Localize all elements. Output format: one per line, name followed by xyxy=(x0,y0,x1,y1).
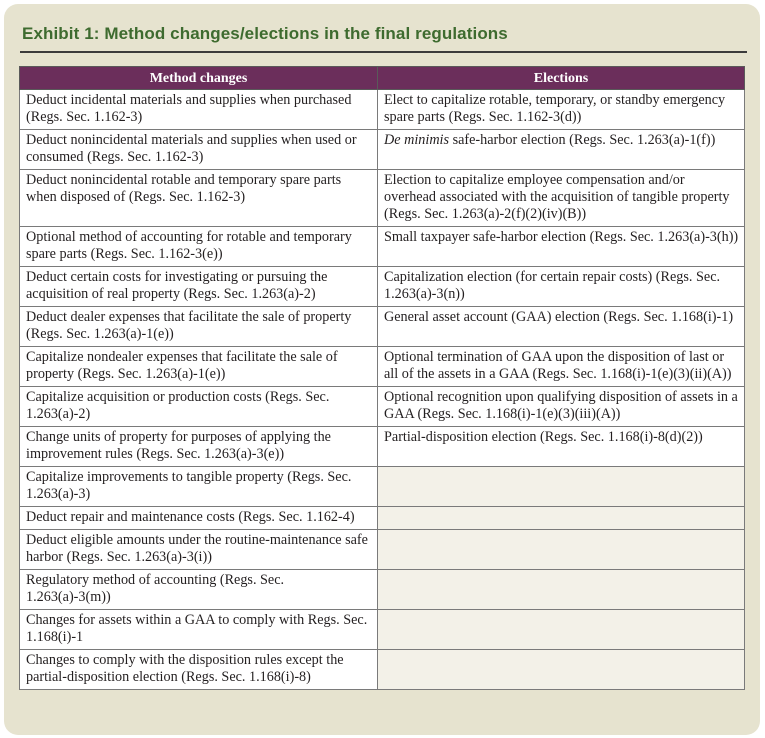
table-row xyxy=(20,570,745,610)
election-cell: Small taxpayer safe-harbor election (Regs. Sec. 1.263(a)-3(h)) xyxy=(378,227,745,267)
method-cell: Regulatory method of accounting (Regs. Sec. 1.263(a)-3(m)) xyxy=(20,570,378,610)
election-cell: Partial-disposition election (Regs. Sec. 1.168(i)-8(d)(2)) xyxy=(378,427,745,467)
election-cell-empty xyxy=(378,467,745,507)
exhibit-title: Exhibit 1: Method changes/elections in the final regulations xyxy=(22,24,508,43)
table-row xyxy=(20,387,745,427)
table-row xyxy=(20,467,745,507)
method-cell: Change units of property for purposes of applying the improvement rules (Regs. Sec. 1.263(a)-3(e)) xyxy=(20,427,378,467)
election-cell: Elect to capitalize rotable, temporary, or standby emergency spare parts (Regs. Sec. 1.162-3(d)) xyxy=(378,90,745,130)
election-cell-empty xyxy=(378,507,745,530)
table-row xyxy=(20,170,745,227)
method-cell: Deduct dealer expenses that facilitate the sale of property (Regs. Sec. 1.263(a)-1(e)) xyxy=(20,307,378,347)
election-italic-text: De minimis xyxy=(384,132,450,148)
title-divider xyxy=(20,51,747,53)
election-cell-empty xyxy=(378,650,745,690)
method-cell: Deduct nonincidental rotable and temporary spare parts when disposed of (Regs. Sec. 1.162-3) xyxy=(20,170,378,227)
method-cell: Deduct incidental materials and supplies when purchased (Regs. Sec. 1.162-3) xyxy=(20,90,378,130)
method-changes-table xyxy=(19,66,745,690)
method-cell: Optional method of accounting for rotable and temporary spare parts (Regs. Sec. 1.162-3(e)) xyxy=(20,227,378,267)
election-cell-empty xyxy=(378,610,745,650)
election-cell xyxy=(378,130,745,170)
election-cell: Optional termination of GAA upon the disposition of last or all of the assets in a GAA (Regs. Sec. 1.168(i)-1(e)(3)(ii)(A)) xyxy=(378,347,745,387)
table-row xyxy=(20,427,745,467)
column-header-method-changes: Method changes xyxy=(20,67,378,90)
election-cell: Election to capitalize employee compensation and/or overhead associated with the acquisition of tangible property (Regs. Sec. 1.263(a)-2(f)(2)(iv)(B)) xyxy=(378,170,745,227)
table-row xyxy=(20,307,745,347)
election-cell: Capitalization election (for certain repair costs) (Regs. Sec. 1.263(a)-3(n)) xyxy=(378,267,745,307)
column-header-elections: Elections xyxy=(378,67,745,90)
method-cell: Capitalize improvements to tangible property (Regs. Sec. 1.263(a)-3) xyxy=(20,467,378,507)
table-row xyxy=(20,267,745,307)
election-cell-empty xyxy=(378,530,745,570)
method-cell: Capitalize nondealer expenses that facilitate the sale of property (Regs. Sec. 1.263(a)-1(e)) xyxy=(20,347,378,387)
election-cell: General asset account (GAA) election (Regs. Sec. 1.168(i)-1) xyxy=(378,307,745,347)
table-row xyxy=(20,530,745,570)
table-row xyxy=(20,90,745,130)
method-cell: Deduct certain costs for investigating or pursuing the acquisition of real property (Regs. Sec. 1.263(a)-2) xyxy=(20,267,378,307)
table-row xyxy=(20,610,745,650)
election-cell-empty xyxy=(378,570,745,610)
table-header-row xyxy=(20,67,745,90)
table-row xyxy=(20,130,745,170)
method-cell: Deduct repair and maintenance costs (Regs. Sec. 1.162-4) xyxy=(20,507,378,530)
method-cell: Capitalize acquisition or production costs (Regs. Sec. 1.263(a)-2) xyxy=(20,387,378,427)
method-cell: Changes to comply with the disposition rules except the partial-disposition election (Regs. Sec. 1.168(i)-8) xyxy=(20,650,378,690)
method-cell: Deduct nonincidental materials and supplies when used or consumed (Regs. Sec. 1.162-3) xyxy=(20,130,378,170)
table-row xyxy=(20,347,745,387)
election-cell: Optional recognition upon qualifying disposition of assets in a GAA (Regs. Sec. 1.168(i)-1(e)(3)(iii)(A)) xyxy=(378,387,745,427)
method-cell: Deduct eligible amounts under the routine-maintenance safe harbor (Regs. Sec. 1.263(a)-3(i)) xyxy=(20,530,378,570)
method-cell: Changes for assets within a GAA to comply with Regs. Sec. 1.168(i)-1 xyxy=(20,610,378,650)
table-row xyxy=(20,227,745,267)
election-text: safe-harbor election (Regs. Sec. 1.263(a)-1(f)) xyxy=(449,132,716,148)
table-row xyxy=(20,507,745,530)
table-row xyxy=(20,650,745,690)
